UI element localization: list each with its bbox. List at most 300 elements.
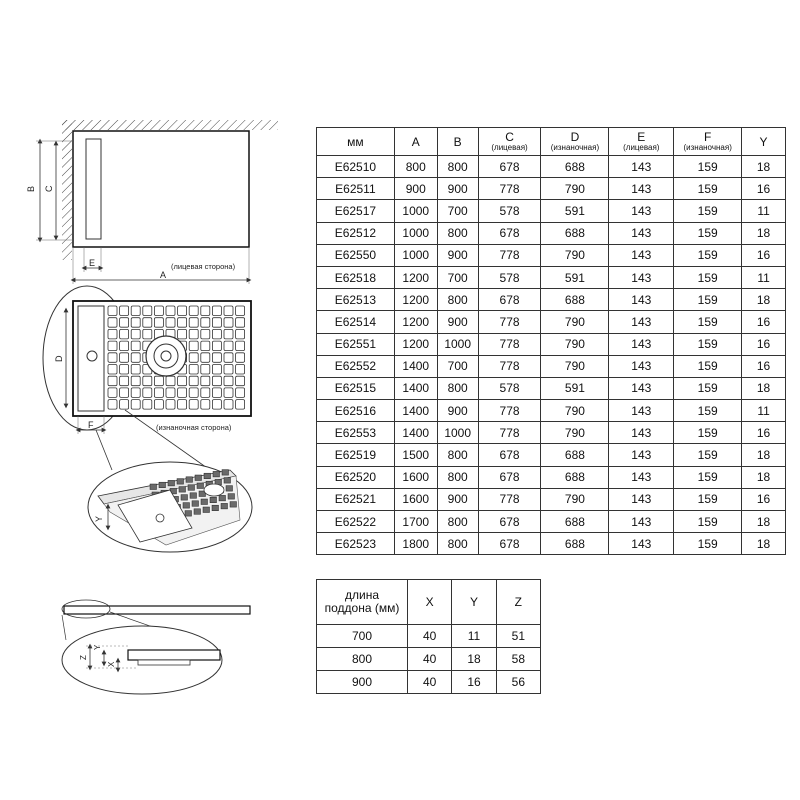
table-cell: 800 bbox=[437, 377, 478, 399]
dim-label-a: A bbox=[160, 270, 167, 280]
grid-cell-perspective bbox=[210, 497, 217, 503]
table-cell: 678 bbox=[478, 533, 541, 555]
table-cell: 778 bbox=[478, 422, 541, 444]
table-cell: 800 bbox=[437, 156, 478, 178]
table-cell: E62520 bbox=[317, 466, 395, 488]
table-cell: 18 bbox=[742, 222, 786, 244]
grid-cell bbox=[120, 306, 129, 316]
grid-cell bbox=[189, 329, 198, 339]
table-cell: 159 bbox=[674, 466, 742, 488]
table-cell: 143 bbox=[609, 400, 674, 422]
grid-cell bbox=[131, 365, 140, 375]
table-row bbox=[317, 244, 786, 266]
table-cell: 678 bbox=[478, 511, 541, 533]
grid-cell bbox=[212, 400, 221, 410]
table-cell: 790 bbox=[541, 422, 609, 444]
grid-cell bbox=[224, 341, 233, 351]
grid-cell bbox=[166, 318, 175, 328]
grid-cell bbox=[212, 376, 221, 386]
table-cell: 790 bbox=[541, 178, 609, 200]
table-cell: 11 bbox=[742, 200, 786, 222]
table-cell: 800 bbox=[437, 533, 478, 555]
dim-label-z: Z bbox=[79, 655, 88, 660]
grid-cell bbox=[178, 329, 187, 339]
grid-cell bbox=[189, 376, 198, 386]
table-cell: E62516 bbox=[317, 400, 395, 422]
table-cell: E62515 bbox=[317, 377, 395, 399]
table-cell: 790 bbox=[541, 244, 609, 266]
table-row bbox=[317, 422, 786, 444]
table-cell: 143 bbox=[609, 444, 674, 466]
table-cell: 790 bbox=[541, 400, 609, 422]
tray-length-table-header bbox=[317, 580, 541, 625]
table-row bbox=[317, 625, 541, 648]
header-cell-tray-length: длина поддона (мм) bbox=[317, 580, 408, 625]
grid-cell bbox=[201, 376, 210, 386]
table-cell: 40 bbox=[408, 671, 452, 694]
grid-cell bbox=[224, 376, 233, 386]
wall-hatch-top bbox=[62, 120, 278, 130]
table-cell: 700 bbox=[317, 625, 408, 648]
table-cell: 159 bbox=[674, 422, 742, 444]
drain-channel-front bbox=[86, 139, 101, 239]
table-cell: 159 bbox=[674, 266, 742, 288]
grid-cell bbox=[212, 353, 221, 363]
table-row bbox=[317, 178, 786, 200]
table-cell: 678 bbox=[478, 466, 541, 488]
grid-cell bbox=[120, 353, 129, 363]
dim-label-y: Y bbox=[94, 515, 104, 522]
table-cell: 900 bbox=[437, 178, 478, 200]
grid-cell bbox=[154, 388, 163, 398]
table-cell: 16 bbox=[742, 488, 786, 510]
table-cell: 900 bbox=[437, 400, 478, 422]
tray-profile-detail-lip bbox=[138, 660, 190, 665]
grid-cell bbox=[201, 400, 210, 410]
grid-cell bbox=[154, 400, 163, 410]
grid-cell bbox=[201, 318, 210, 328]
dimensions-table-header bbox=[317, 128, 786, 156]
table-cell: 688 bbox=[541, 289, 609, 311]
grid-cell bbox=[212, 365, 221, 375]
table-row bbox=[317, 200, 786, 222]
dim-label-b: B bbox=[26, 185, 36, 192]
grid-cell bbox=[212, 318, 221, 328]
dim-label-y-profile: Y bbox=[93, 644, 102, 650]
header-cell-x: X bbox=[408, 580, 452, 625]
table-cell: 578 bbox=[478, 200, 541, 222]
grid-cell bbox=[236, 388, 245, 398]
header-cell-a: A bbox=[394, 128, 437, 156]
table-row bbox=[317, 466, 786, 488]
table-cell: 143 bbox=[609, 266, 674, 288]
header-cell-mm: мм bbox=[317, 128, 395, 156]
grid-cell bbox=[131, 400, 140, 410]
table-cell: 1500 bbox=[394, 444, 437, 466]
grid-cell bbox=[201, 388, 210, 398]
grid-cell bbox=[120, 388, 129, 398]
grid-cell bbox=[236, 341, 245, 351]
table-cell: E62519 bbox=[317, 444, 395, 466]
technical-drawings bbox=[0, 0, 305, 800]
table-cell: 1200 bbox=[394, 333, 437, 355]
table-cell: 688 bbox=[541, 466, 609, 488]
table-cell: 591 bbox=[541, 266, 609, 288]
grid-cell bbox=[131, 341, 140, 351]
grid-cell bbox=[131, 329, 140, 339]
caption-front-side: (лицевая сторона) bbox=[171, 262, 236, 271]
grid-cell bbox=[120, 329, 129, 339]
grid-cell-perspective bbox=[203, 507, 210, 513]
grid-cell-perspective bbox=[150, 484, 157, 490]
table-cell: 591 bbox=[541, 200, 609, 222]
table-cell: 16 bbox=[742, 355, 786, 377]
grid-cell bbox=[108, 341, 117, 351]
table-cell: E62551 bbox=[317, 333, 395, 355]
table-cell: 1600 bbox=[394, 488, 437, 510]
grid-cell-perspective bbox=[230, 502, 237, 508]
table-cell: 778 bbox=[478, 178, 541, 200]
table-cell: 678 bbox=[478, 156, 541, 178]
table-cell: E62552 bbox=[317, 355, 395, 377]
header-cell-c: C (лицевая) bbox=[478, 128, 541, 156]
grid-cell bbox=[201, 365, 210, 375]
front-view-drawing bbox=[26, 120, 278, 284]
table-cell: 143 bbox=[609, 511, 674, 533]
table-cell: 18 bbox=[742, 289, 786, 311]
grid-cell bbox=[224, 306, 233, 316]
table-cell: 688 bbox=[541, 533, 609, 555]
grid-cell bbox=[178, 376, 187, 386]
grid-cell-perspective bbox=[204, 473, 211, 479]
table-cell: 778 bbox=[478, 311, 541, 333]
table-cell: 40 bbox=[408, 648, 452, 671]
table-row bbox=[317, 377, 786, 399]
table-row bbox=[317, 222, 786, 244]
table-row bbox=[317, 533, 786, 555]
table-cell: 678 bbox=[478, 444, 541, 466]
grid-cell bbox=[131, 376, 140, 386]
table-cell: 159 bbox=[674, 311, 742, 333]
dim-label-x: X bbox=[107, 661, 116, 667]
grid-cell bbox=[166, 400, 175, 410]
table-cell: E62518 bbox=[317, 266, 395, 288]
table-cell: 678 bbox=[478, 222, 541, 244]
table-cell: 800 bbox=[317, 648, 408, 671]
grid-cell bbox=[131, 318, 140, 328]
grid-cell bbox=[120, 341, 129, 351]
table-cell: 143 bbox=[609, 422, 674, 444]
grid-cell bbox=[189, 400, 198, 410]
table-cell: 778 bbox=[478, 355, 541, 377]
table-cell: 1000 bbox=[394, 244, 437, 266]
dim-label-f: F bbox=[88, 420, 94, 430]
grid-cell bbox=[131, 388, 140, 398]
table-row bbox=[317, 333, 786, 355]
table-cell: 1200 bbox=[394, 311, 437, 333]
grid-cell bbox=[120, 318, 129, 328]
grid-cell-perspective bbox=[183, 503, 190, 509]
grid-cell bbox=[108, 329, 117, 339]
table-cell: E62550 bbox=[317, 244, 395, 266]
table-cell: 143 bbox=[609, 244, 674, 266]
grid-cell bbox=[224, 329, 233, 339]
grid-cell bbox=[189, 306, 198, 316]
table-cell: 16 bbox=[742, 244, 786, 266]
table-row bbox=[317, 488, 786, 510]
header-cell-d: D (изнаночная) bbox=[541, 128, 609, 156]
table-cell: E62512 bbox=[317, 222, 395, 244]
table-row bbox=[317, 289, 786, 311]
table-cell: 18 bbox=[452, 648, 496, 671]
table-cell: 591 bbox=[541, 377, 609, 399]
grid-cell bbox=[108, 388, 117, 398]
table-cell: 1800 bbox=[394, 533, 437, 555]
table-cell: 159 bbox=[674, 200, 742, 222]
grid-cell bbox=[212, 329, 221, 339]
table-cell: 143 bbox=[609, 533, 674, 555]
grid-cell bbox=[224, 365, 233, 375]
table-cell: 700 bbox=[437, 355, 478, 377]
grid-cell bbox=[189, 353, 198, 363]
grid-cell bbox=[201, 341, 210, 351]
grid-cell bbox=[108, 400, 117, 410]
table-cell: E62514 bbox=[317, 311, 395, 333]
table-cell: 900 bbox=[394, 178, 437, 200]
table-cell: 58 bbox=[496, 648, 540, 671]
table-cell: 11 bbox=[742, 266, 786, 288]
header-cell-y: Y bbox=[742, 128, 786, 156]
grid-cell bbox=[212, 341, 221, 351]
table-cell: 790 bbox=[541, 333, 609, 355]
table-cell: 700 bbox=[437, 200, 478, 222]
table-cell: 18 bbox=[742, 444, 786, 466]
grid-cell-perspective bbox=[190, 493, 197, 499]
grid-cell bbox=[108, 365, 117, 375]
grid-cell-perspective bbox=[221, 503, 228, 509]
table-cell: 790 bbox=[541, 311, 609, 333]
table-cell: 16 bbox=[452, 671, 496, 694]
table-cell: E62523 bbox=[317, 533, 395, 555]
table-cell: 778 bbox=[478, 400, 541, 422]
grid-cell bbox=[224, 353, 233, 363]
table-row bbox=[317, 355, 786, 377]
drain-inner-ring bbox=[161, 351, 171, 361]
grid-cell bbox=[166, 306, 175, 316]
grid-cell bbox=[166, 376, 175, 386]
grid-cell bbox=[201, 329, 210, 339]
table-cell: 16 bbox=[742, 311, 786, 333]
table-cell: 159 bbox=[674, 333, 742, 355]
drain-hole-back bbox=[87, 351, 97, 361]
header-cell-e: E (лицевая) bbox=[609, 128, 674, 156]
table-cell: 688 bbox=[541, 222, 609, 244]
grid-cell bbox=[143, 400, 152, 410]
grid-cell bbox=[154, 306, 163, 316]
table-cell: 900 bbox=[437, 244, 478, 266]
grid-cell-perspective bbox=[159, 482, 166, 488]
table-row bbox=[317, 671, 541, 694]
table-cell: 159 bbox=[674, 488, 742, 510]
tray-profile bbox=[64, 606, 250, 614]
table-cell: 143 bbox=[609, 355, 674, 377]
grid-cell bbox=[224, 318, 233, 328]
grid-cell-perspective bbox=[192, 501, 199, 507]
table-cell: 143 bbox=[609, 333, 674, 355]
grid-cell-perspective bbox=[226, 486, 233, 492]
grid-cell-perspective bbox=[188, 485, 195, 491]
grid-cell bbox=[189, 318, 198, 328]
table-cell: 790 bbox=[541, 355, 609, 377]
grid-cell bbox=[178, 306, 187, 316]
table-cell: 143 bbox=[609, 178, 674, 200]
grid-cell bbox=[236, 353, 245, 363]
grid-cell-perspective bbox=[186, 477, 193, 483]
table-cell: 900 bbox=[437, 488, 478, 510]
table-cell: 800 bbox=[394, 156, 437, 178]
grid-cell bbox=[120, 376, 129, 386]
table-cell: 143 bbox=[609, 222, 674, 244]
back-view-drawing bbox=[43, 286, 251, 470]
side-profile-drawing bbox=[62, 600, 250, 694]
table-cell: 688 bbox=[541, 444, 609, 466]
header-cell-y: Y bbox=[452, 580, 496, 625]
table-cell: E62517 bbox=[317, 200, 395, 222]
table-cell: 159 bbox=[674, 244, 742, 266]
table-cell: 1200 bbox=[394, 289, 437, 311]
table-row bbox=[317, 156, 786, 178]
grid-cell bbox=[120, 400, 129, 410]
table-cell: 688 bbox=[541, 156, 609, 178]
table-cell: 1400 bbox=[394, 377, 437, 399]
tray-profile-detail-top bbox=[128, 650, 220, 660]
dimensions-table bbox=[316, 127, 786, 555]
table-cell: 578 bbox=[478, 377, 541, 399]
table-cell: 11 bbox=[742, 400, 786, 422]
table-cell: 18 bbox=[742, 377, 786, 399]
table-cell: E62511 bbox=[317, 178, 395, 200]
table-row bbox=[317, 511, 786, 533]
table-cell: 143 bbox=[609, 200, 674, 222]
dim-label-e: E bbox=[89, 258, 96, 268]
table-row bbox=[317, 311, 786, 333]
header-cell-f: F (изнаночная) bbox=[674, 128, 742, 156]
grid-cell bbox=[189, 341, 198, 351]
table-cell: 1700 bbox=[394, 511, 437, 533]
table-cell: 678 bbox=[478, 289, 541, 311]
grid-cell bbox=[131, 306, 140, 316]
grid-cell bbox=[143, 306, 152, 316]
table-cell: 159 bbox=[674, 377, 742, 399]
grid-cell bbox=[108, 306, 117, 316]
table-cell: 1600 bbox=[394, 466, 437, 488]
tray-length-table bbox=[316, 579, 541, 694]
table-cell: 18 bbox=[742, 156, 786, 178]
grid-cell bbox=[131, 353, 140, 363]
table-cell: 1400 bbox=[394, 422, 437, 444]
grid-cell bbox=[143, 329, 152, 339]
grid-cell-perspective bbox=[197, 483, 204, 489]
grid-cell bbox=[236, 329, 245, 339]
header-cell-z: Z bbox=[496, 580, 540, 625]
table-cell: E62553 bbox=[317, 422, 395, 444]
table-cell: 159 bbox=[674, 533, 742, 555]
grid-cell bbox=[236, 400, 245, 410]
table-cell: 159 bbox=[674, 355, 742, 377]
table-cell: 1000 bbox=[437, 422, 478, 444]
table-cell: 143 bbox=[609, 289, 674, 311]
table-cell: 18 bbox=[742, 511, 786, 533]
table-cell: 159 bbox=[674, 289, 742, 311]
table-cell: 56 bbox=[496, 671, 540, 694]
grid-cell bbox=[178, 400, 187, 410]
perspective-detail bbox=[88, 462, 252, 552]
table-cell: 1400 bbox=[394, 355, 437, 377]
table-cell: E62521 bbox=[317, 488, 395, 510]
table-cell: 159 bbox=[674, 178, 742, 200]
grid-cell bbox=[143, 318, 152, 328]
table-cell: 900 bbox=[317, 671, 408, 694]
grid-cell bbox=[108, 353, 117, 363]
table-cell: E62510 bbox=[317, 156, 395, 178]
table-cell: 900 bbox=[437, 311, 478, 333]
table-cell: 143 bbox=[609, 156, 674, 178]
table-cell: 800 bbox=[437, 222, 478, 244]
dim-label-d: D bbox=[54, 355, 64, 362]
grid-cell bbox=[154, 318, 163, 328]
caption-back-side: (изнаночная сторона) bbox=[156, 423, 232, 432]
table-row bbox=[317, 444, 786, 466]
table-cell: 40 bbox=[408, 625, 452, 648]
grid-cell-perspective bbox=[219, 495, 226, 501]
table-cell: 1000 bbox=[394, 200, 437, 222]
table-cell: 578 bbox=[478, 266, 541, 288]
grid-cell bbox=[212, 306, 221, 316]
grid-cell bbox=[166, 388, 175, 398]
grid-cell bbox=[143, 388, 152, 398]
table-cell: 18 bbox=[742, 533, 786, 555]
table-cell: 18 bbox=[742, 466, 786, 488]
grid-cell bbox=[189, 365, 198, 375]
grid-cell bbox=[154, 376, 163, 386]
grid-cell bbox=[201, 353, 210, 363]
grid-cell-perspective bbox=[181, 495, 188, 501]
table-cell: 16 bbox=[742, 333, 786, 355]
table-cell: 159 bbox=[674, 156, 742, 178]
grid-cell-perspective bbox=[195, 475, 202, 481]
table-cell: E62513 bbox=[317, 289, 395, 311]
grid-cell bbox=[201, 306, 210, 316]
grid-cell bbox=[224, 388, 233, 398]
grid-cell-perspective bbox=[222, 470, 229, 476]
grid-cell-perspective bbox=[185, 511, 192, 516]
table-cell: 800 bbox=[437, 511, 478, 533]
grid-cell bbox=[212, 388, 221, 398]
grid-cell bbox=[178, 318, 187, 328]
grid-cell bbox=[236, 376, 245, 386]
table-cell: 159 bbox=[674, 222, 742, 244]
table-cell: 159 bbox=[674, 511, 742, 533]
table-cell: 800 bbox=[437, 466, 478, 488]
table-cell: 11 bbox=[452, 625, 496, 648]
grid-cell-perspective bbox=[224, 478, 231, 484]
table-row bbox=[317, 400, 786, 422]
table-cell: 1400 bbox=[394, 400, 437, 422]
dim-label-c: C bbox=[44, 185, 54, 192]
table-row bbox=[317, 648, 541, 671]
table-cell: 159 bbox=[674, 444, 742, 466]
table-cell: 159 bbox=[674, 400, 742, 422]
